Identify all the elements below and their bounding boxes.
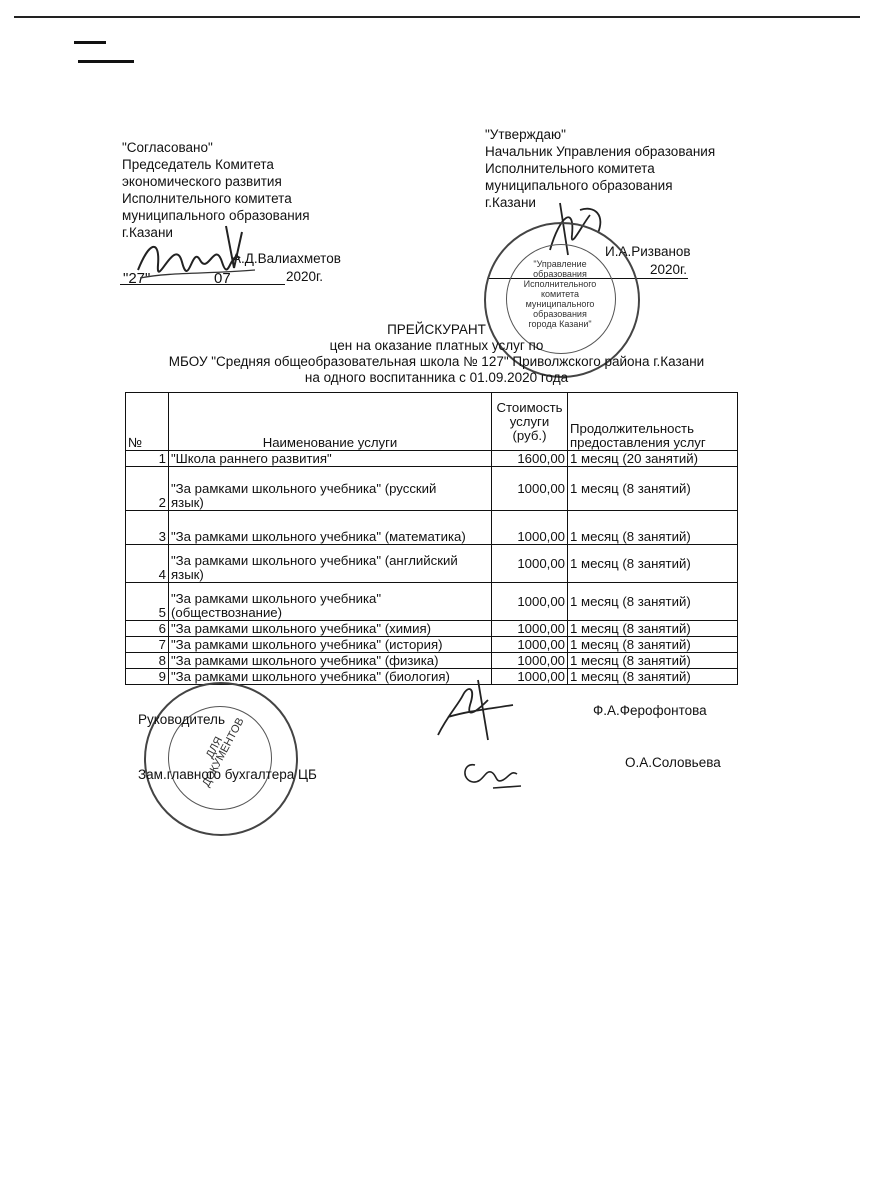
document-title-block bbox=[0, 322, 873, 386]
row-cost: 1000,00 bbox=[492, 545, 568, 583]
row-name: "За рамками школьного учебника" (математика) bbox=[169, 511, 492, 545]
row-name: "За рамками школьного учебника" (биология) bbox=[169, 669, 492, 685]
approval-left-month: 07 bbox=[214, 270, 231, 287]
row-num: 2 bbox=[126, 467, 169, 511]
row-cost: 1600,00 bbox=[492, 451, 568, 467]
table-row bbox=[126, 511, 738, 545]
approval-left-day: "27" bbox=[123, 270, 151, 287]
stamp-right-line: образования bbox=[533, 309, 587, 319]
row-name bbox=[169, 583, 492, 621]
signer-deputy-label: Зам.главного бухгалтера ЦБ bbox=[138, 767, 317, 782]
header-duration-line: Продолжительность bbox=[570, 421, 694, 436]
row-num: 3 bbox=[126, 511, 169, 545]
table-row bbox=[126, 621, 738, 637]
signature-left-image bbox=[130, 220, 265, 290]
approval-left-line: муниципального образования bbox=[122, 208, 310, 223]
table-row bbox=[126, 545, 738, 583]
stamp-right-line: города Казани" bbox=[528, 319, 592, 329]
row-num: 5 bbox=[126, 583, 169, 621]
signer-deputy-name: О.А.Соловьева bbox=[625, 755, 721, 770]
signer-head-label: Руководитель bbox=[138, 712, 225, 727]
table-row bbox=[126, 637, 738, 653]
signature-deputy-image bbox=[455, 750, 530, 795]
row-cost: 1000,00 bbox=[492, 467, 568, 511]
row-cost: 1000,00 bbox=[492, 621, 568, 637]
row-name-line: язык) bbox=[171, 567, 204, 582]
row-name: "За рамками школьного учебника" (химия) bbox=[169, 621, 492, 637]
header-cost-line: (руб.) bbox=[512, 427, 547, 443]
row-cost: 1000,00 bbox=[492, 583, 568, 621]
approval-left-line: г.Казани bbox=[122, 225, 173, 240]
approval-left-signer: А.Д.Валиахметов bbox=[232, 251, 341, 266]
row-duration: 1 месяц (8 занятий) bbox=[568, 653, 738, 669]
approval-right-line: Начальник Управления образования bbox=[485, 144, 716, 159]
stamp-right-line: Исполнительного bbox=[523, 279, 597, 289]
row-name bbox=[169, 467, 492, 511]
approval-left-line: экономического развития bbox=[122, 174, 282, 189]
scan-mark bbox=[78, 60, 134, 63]
approval-right-signer: И.А.Ризванов bbox=[605, 244, 691, 259]
row-duration: 1 месяц (8 занятий) bbox=[568, 621, 738, 637]
approval-left-line: Председатель Комитета bbox=[122, 157, 274, 172]
row-duration: 1 месяц (20 занятий) bbox=[568, 451, 738, 467]
approval-left-line: Исполнительного комитета bbox=[122, 191, 292, 206]
row-num: 9 bbox=[126, 669, 169, 685]
header-name: Наименование услуги bbox=[169, 393, 492, 451]
header-num: № bbox=[126, 393, 169, 451]
table-row bbox=[126, 583, 738, 621]
approval-right-line: "Утверждаю" bbox=[485, 127, 566, 142]
row-num: 8 bbox=[126, 653, 169, 669]
header-duration bbox=[568, 393, 738, 451]
approval-right-line: Исполнительного комитета bbox=[485, 161, 655, 176]
stamp-right-line: образования bbox=[533, 269, 587, 279]
stamp-right-line: "Управление bbox=[533, 259, 587, 269]
row-name-line: (обществознание) bbox=[171, 605, 283, 620]
approval-right-line: г.Казани bbox=[485, 195, 536, 210]
row-cost: 1000,00 bbox=[492, 669, 568, 685]
row-num: 7 bbox=[126, 637, 169, 653]
table-row bbox=[126, 467, 738, 511]
row-cost: 1000,00 bbox=[492, 511, 568, 545]
row-name: "За рамками школьного учебника" (история) bbox=[169, 637, 492, 653]
row-duration: 1 месяц (8 занятий) bbox=[568, 511, 738, 545]
signer-head-name: Ф.А.Ферофонтова bbox=[593, 703, 707, 718]
row-duration: 1 месяц (8 занятий) bbox=[568, 467, 738, 511]
stamp-right-line: комитета bbox=[540, 289, 579, 299]
stamp-left-text: ДЛЯ ДОКУМЕНТОВ bbox=[200, 715, 247, 789]
row-duration: 1 месяц (8 занятий) bbox=[568, 545, 738, 583]
approval-right-line: муниципального образования bbox=[485, 178, 673, 193]
row-name: "Школа раннего развития" bbox=[169, 451, 492, 467]
header-cost bbox=[492, 393, 568, 451]
row-duration: 1 месяц (8 занятий) bbox=[568, 583, 738, 621]
row-name bbox=[169, 545, 492, 583]
row-name-line: "За рамками школьного учебника" bbox=[171, 591, 382, 606]
row-name-line: "За рамками школьного учебника" (русский bbox=[171, 481, 437, 496]
approval-left-line: "Согласовано" bbox=[122, 140, 213, 155]
header-cost-line: услуги bbox=[509, 413, 550, 429]
row-duration: 1 месяц (8 занятий) bbox=[568, 669, 738, 685]
scan-mark bbox=[74, 41, 106, 44]
header-duration-line: предоставления услуг bbox=[570, 435, 706, 450]
price-table bbox=[125, 392, 738, 685]
stamp-right-text bbox=[514, 259, 606, 329]
row-duration: 1 месяц (8 занятий) bbox=[568, 637, 738, 653]
row-name-line: язык) bbox=[171, 495, 204, 510]
row-name-line: "За рамками школьного учебника" (английский bbox=[171, 553, 458, 568]
signature-head-image bbox=[418, 675, 518, 745]
table-header-row bbox=[126, 393, 738, 451]
row-num: 6 bbox=[126, 621, 169, 637]
approval-left-year: 2020г. bbox=[286, 269, 324, 284]
document-subtitle: цен на оказание платных услуг по bbox=[329, 338, 544, 353]
row-cost: 1000,00 bbox=[492, 637, 568, 653]
row-name: "За рамками школьного учебника" (физика) bbox=[169, 653, 492, 669]
approval-right-year: 2020г. bbox=[650, 262, 688, 277]
scan-top-edge bbox=[14, 16, 860, 18]
row-cost: 1000,00 bbox=[492, 653, 568, 669]
document-subtitle: МБОУ "Средняя общеобразовательная школа № 127" Приволжского района г.Казани bbox=[168, 354, 705, 369]
header-cost-line: Стоимость bbox=[496, 399, 563, 415]
stamp-right-line: муниципального bbox=[525, 299, 595, 309]
document-subtitle: на одного воспитанника с 01.09.2020 года bbox=[304, 370, 569, 385]
document-title: ПРЕЙСКУРАНТ bbox=[387, 322, 486, 337]
table-row bbox=[126, 451, 738, 467]
row-num: 4 bbox=[126, 545, 169, 583]
row-num: 1 bbox=[126, 451, 169, 467]
table-row bbox=[126, 653, 738, 669]
